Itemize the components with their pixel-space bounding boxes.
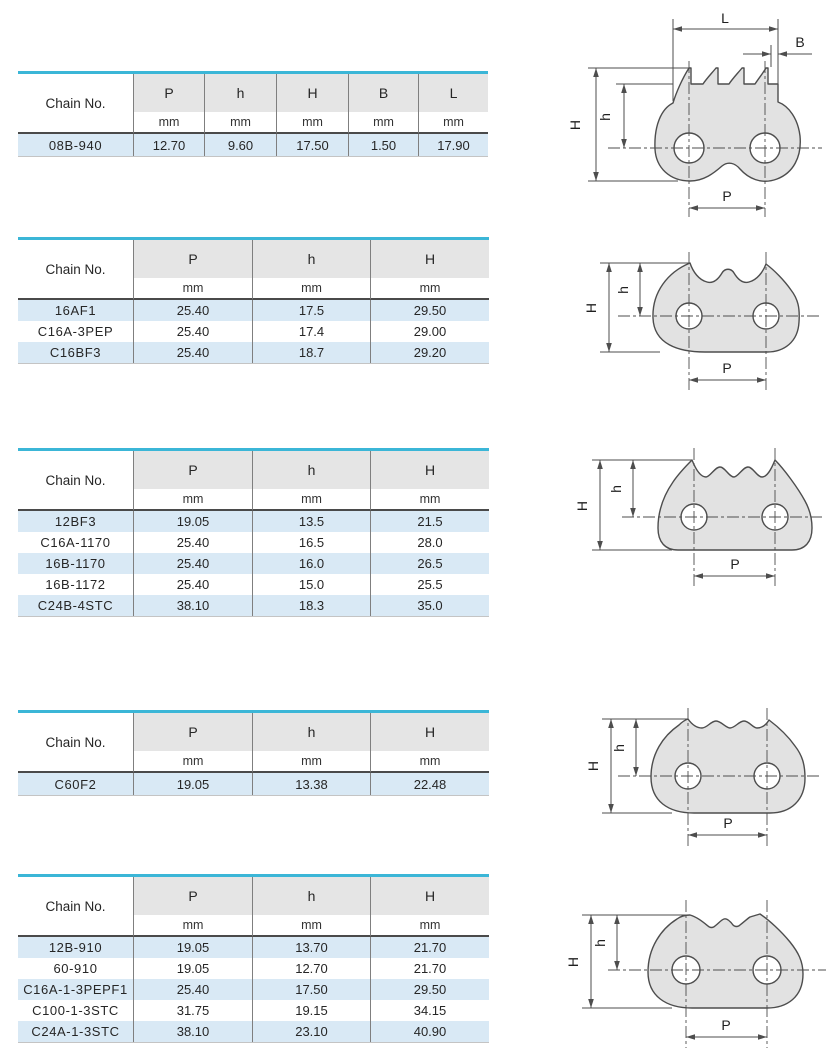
col-header-P: P xyxy=(133,240,252,278)
value-cell: 12.70 xyxy=(133,134,204,156)
value-cell: 35.0 xyxy=(370,595,489,616)
value-cell: 28.0 xyxy=(370,532,489,553)
diagram-chain-plate-2 xyxy=(560,230,830,400)
value-cell: 25.40 xyxy=(133,342,252,363)
chain-no-cell: C16A-1-3PEPF1 xyxy=(18,979,133,1000)
chain-no-cell: 12BF3 xyxy=(18,511,133,532)
col-header-H: H xyxy=(370,451,489,489)
value-cell: 22.48 xyxy=(370,773,489,795)
plate-outline xyxy=(658,460,812,550)
value-cell: 18.3 xyxy=(252,595,370,616)
chain-no-cell: C100-1-3STC xyxy=(18,1000,133,1021)
value-cell: 19.05 xyxy=(133,511,252,532)
chain-no-cell: 60-910 xyxy=(18,958,133,979)
col-header-h: h xyxy=(252,713,370,751)
diagram-chain-plate-4 xyxy=(560,690,830,852)
value-cell: 13.5 xyxy=(252,511,370,532)
col-header-h: h xyxy=(252,240,370,278)
dim-label-P: P xyxy=(722,188,732,204)
value-cell: 25.40 xyxy=(133,979,252,1000)
chain-no-cell: 16B-1170 xyxy=(18,553,133,574)
value-cell: 38.10 xyxy=(133,595,252,616)
value-cell: 9.60 xyxy=(204,134,276,156)
plate-outline xyxy=(653,263,799,352)
dim-label-h: h xyxy=(592,939,608,947)
value-cell: 12.70 xyxy=(252,958,370,979)
value-cell: 19.05 xyxy=(133,937,252,958)
col-header-B: B xyxy=(348,74,418,112)
value-cell: 25.40 xyxy=(133,300,252,321)
chain-no-cell: C16BF3 xyxy=(18,342,133,363)
value-cell: 31.75 xyxy=(133,1000,252,1021)
col-header-H: H xyxy=(276,74,348,112)
dim-label-P: P xyxy=(721,1017,731,1033)
value-cell: 25.40 xyxy=(133,532,252,553)
value-cell: 34.15 xyxy=(370,1000,489,1021)
value-cell: 29.00 xyxy=(370,321,489,342)
spec-table-3 xyxy=(18,448,489,617)
value-cell: 17.50 xyxy=(252,979,370,1000)
col-header-P: P xyxy=(133,877,252,915)
chain-no-header: Chain No. xyxy=(18,877,133,937)
unit-cell: mm xyxy=(252,489,370,511)
unit-cell: mm xyxy=(133,278,252,300)
dim-label-h: h xyxy=(615,286,631,294)
value-cell: 21.70 xyxy=(370,958,489,979)
value-cell: 40.90 xyxy=(370,1021,489,1042)
unit-cell: mm xyxy=(370,915,489,937)
chain-no-cell: 12B-910 xyxy=(18,937,133,958)
chain-no-cell: 16AF1 xyxy=(18,300,133,321)
spec-table-4 xyxy=(18,710,489,796)
unit-cell: mm xyxy=(133,112,204,134)
value-cell: 25.5 xyxy=(370,574,489,595)
chain-no-header: Chain No. xyxy=(18,713,133,773)
diagram-chain-plate-5 xyxy=(560,880,833,1052)
chain-no-cell: C24B-4STC xyxy=(18,595,133,616)
col-header-P: P xyxy=(133,74,204,112)
value-cell: 13.70 xyxy=(252,937,370,958)
unit-cell: mm xyxy=(370,278,489,300)
plate-outline xyxy=(648,914,803,1008)
unit-cell: mm xyxy=(276,112,348,134)
dim-label-h: h xyxy=(611,744,627,752)
value-cell: 15.0 xyxy=(252,574,370,595)
col-header-H: H xyxy=(370,877,489,915)
col-header-P: P xyxy=(133,451,252,489)
diagram-chain-plate-1 xyxy=(560,5,830,220)
dim-label-h: h xyxy=(608,485,624,493)
unit-cell: mm xyxy=(370,489,489,511)
value-cell: 26.5 xyxy=(370,553,489,574)
value-cell: 13.38 xyxy=(252,773,370,795)
value-cell: 19.15 xyxy=(252,1000,370,1021)
spec-table-1 xyxy=(18,71,488,157)
value-cell: 1.50 xyxy=(348,134,418,156)
value-cell: 21.70 xyxy=(370,937,489,958)
chain-no-cell: 16B-1172 xyxy=(18,574,133,595)
col-header-h: h xyxy=(252,877,370,915)
dim-label-H: H xyxy=(585,760,601,772)
dim-label-H: H xyxy=(565,956,581,968)
value-cell: 16.5 xyxy=(252,532,370,553)
dim-label-B: B xyxy=(795,34,805,50)
value-cell: 16.0 xyxy=(252,553,370,574)
col-header-H: H xyxy=(370,240,489,278)
value-cell: 25.40 xyxy=(133,321,252,342)
unit-cell: mm xyxy=(418,112,488,134)
col-header-L: L xyxy=(418,74,488,112)
unit-cell: mm xyxy=(370,751,489,773)
value-cell: 21.5 xyxy=(370,511,489,532)
value-cell: 38.10 xyxy=(133,1021,252,1042)
diagram-chain-plate-3 xyxy=(560,440,830,592)
unit-cell: mm xyxy=(252,278,370,300)
col-header-P: P xyxy=(133,713,252,751)
chain-no-cell: C16A-1170 xyxy=(18,532,133,553)
chain-no-cell: C16A-3PEP xyxy=(18,321,133,342)
value-cell: 17.90 xyxy=(418,134,488,156)
value-cell: 29.50 xyxy=(370,979,489,1000)
dim-label-L: L xyxy=(721,10,729,26)
spec-table-2 xyxy=(18,237,489,364)
col-header-h: h xyxy=(204,74,276,112)
col-header-H: H xyxy=(370,713,489,751)
dim-label-P: P xyxy=(723,815,733,831)
value-cell: 19.05 xyxy=(133,773,252,795)
dim-label-H: H xyxy=(574,500,590,512)
value-cell: 29.20 xyxy=(370,342,489,363)
unit-cell: mm xyxy=(133,915,252,937)
value-cell: 17.5 xyxy=(252,300,370,321)
chain-no-cell: C24A-1-3STC xyxy=(18,1021,133,1042)
value-cell: 17.4 xyxy=(252,321,370,342)
value-cell: 18.7 xyxy=(252,342,370,363)
value-cell: 17.50 xyxy=(276,134,348,156)
value-cell: 19.05 xyxy=(133,958,252,979)
unit-cell: mm xyxy=(133,489,252,511)
unit-cell: mm xyxy=(252,751,370,773)
chain-no-cell: C60F2 xyxy=(18,773,133,795)
spec-table-5 xyxy=(18,874,489,1043)
dim-label-H: H xyxy=(583,302,599,314)
chain-no-header: Chain No. xyxy=(18,74,133,134)
value-cell: 25.40 xyxy=(133,574,252,595)
chain-no-cell: 08B-940 xyxy=(18,134,133,156)
dim-label-P: P xyxy=(722,360,732,376)
value-cell: 29.50 xyxy=(370,300,489,321)
unit-cell: mm xyxy=(133,751,252,773)
dim-label-h: h xyxy=(597,113,613,121)
plate-outline xyxy=(651,719,805,813)
unit-cell: mm xyxy=(204,112,276,134)
unit-cell: mm xyxy=(348,112,418,134)
col-header-h: h xyxy=(252,451,370,489)
chain-no-header: Chain No. xyxy=(18,451,133,511)
value-cell: 25.40 xyxy=(133,553,252,574)
chain-no-header: Chain No. xyxy=(18,240,133,300)
dim-label-H: H xyxy=(567,119,583,131)
unit-cell: mm xyxy=(252,915,370,937)
dim-label-P: P xyxy=(730,556,740,572)
value-cell: 23.10 xyxy=(252,1021,370,1042)
